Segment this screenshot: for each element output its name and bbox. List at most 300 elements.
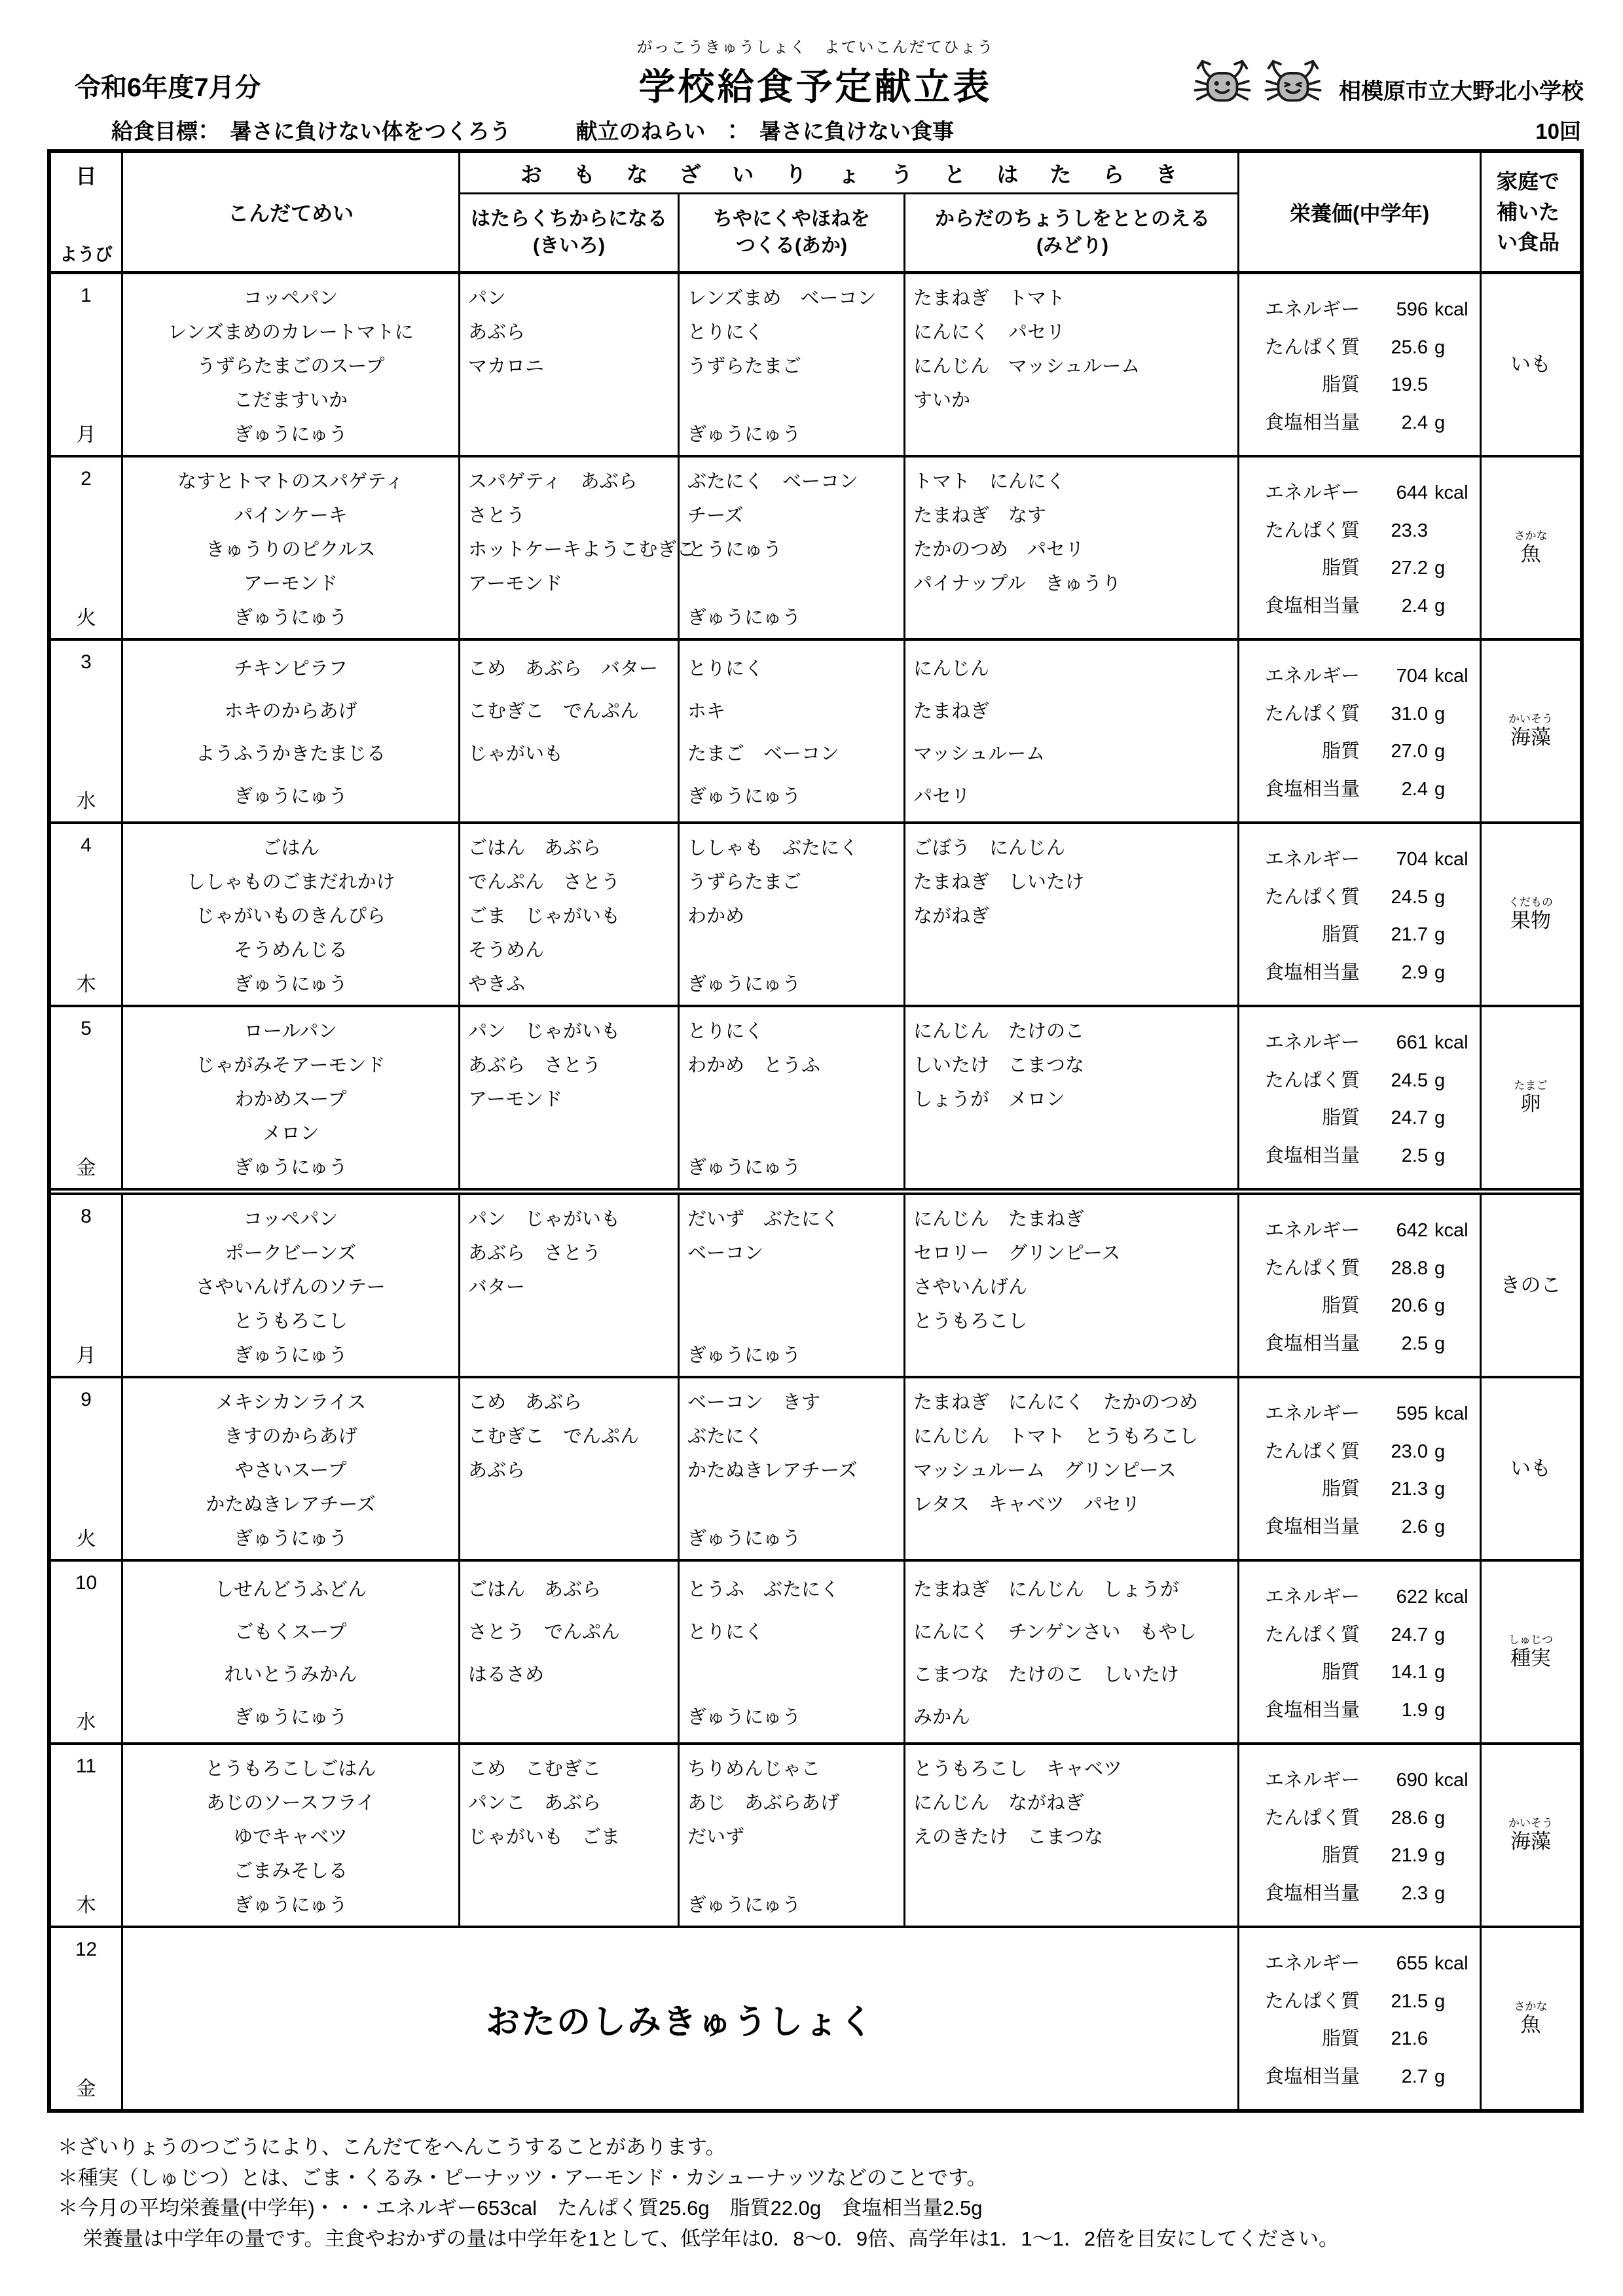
nutrition-line [1243,1765,1476,1792]
nutrition-value: 644 [1396,482,1428,503]
cell-line: ぎゅうにゅう [234,1894,348,1916]
title-block [637,34,994,111]
nutrition-line [1243,408,1476,435]
table-row [51,455,1580,638]
cell-line: やきふ [468,973,526,995]
nutrition-cell [1239,824,1482,1005]
weekday-label: 金 [76,2078,96,2100]
cell-line [680,565,903,599]
supplement-text: いも [1510,353,1551,376]
cell-line [680,931,903,965]
nutrition-unit: g [1434,1441,1446,1462]
nutrition-line [1243,553,1476,580]
supplement-cell [1482,1378,1580,1559]
nutrition-cell [1239,1562,1482,1742]
cell-line: やさいスープ [234,1460,347,1481]
nutrition-line [1243,958,1476,984]
cell-line: ぎゅうにゅう [687,786,801,807]
nutrition-unit: kcal [1434,1219,1468,1241]
cell-line [905,1886,1237,1920]
ingredient-yellow-cell [460,274,680,455]
supplement-text: 魚 [1520,542,1541,565]
header-menu: こんだてめい [123,153,460,271]
day-cell [51,457,123,638]
cell-line: パン じゃがいも [468,1020,621,1042]
cell-line [905,1336,1237,1371]
cell-line [680,1302,903,1336]
nutrition-value: 24.5 [1391,1069,1428,1091]
ingredient-yellow-cell [460,1562,680,1742]
header-nutrition: 栄養価(中学年) [1237,153,1482,271]
supplement-furigana: くだもの [1508,896,1553,909]
nutrition-value: 21.5 [1391,1990,1428,2012]
cell-line: にんじん たまねぎ [913,1208,1085,1230]
cell-line: とりにく [687,1622,764,1643]
cell-line: コッペパン [243,1208,338,1230]
nutrition-line [1243,1103,1476,1130]
nutrition-label: たんぱく質 [1264,1069,1360,1091]
cell-line: じゃがいも ごま [468,1826,621,1848]
cell-line: さとう でんぷん [468,1622,621,1643]
weekday-label: 木 [76,974,96,996]
page-title-furigana: がっこうきゅうしょく よていこんだてひょう [636,39,994,56]
cell-line: かたぬきレアチーズ [206,1494,376,1515]
cell-line: にんにく チンゲンさい もやし [913,1622,1197,1643]
nutrition-value: 690 [1396,1769,1428,1791]
cell-line: そうめんじる [233,939,348,961]
supplement-furigana: かいそう [1508,1817,1553,1830]
ingredient-yellow-cell [460,641,680,821]
nutrition-unit: kcal [1434,1586,1468,1607]
nutrition-unit: g [1434,336,1446,358]
nutrition-label: 食塩相当量 [1264,1700,1360,1721]
nutrition-label: 脂質 [1321,1107,1360,1129]
table-row [51,1926,1580,2109]
table-body [51,274,1580,2109]
nutrition-unit: g [1434,962,1446,984]
nutrition-line [1243,1028,1476,1054]
nutrition-line [1243,478,1476,505]
nutrition-unit: kcal [1434,848,1468,870]
cell-line: ぎゅうにゅう [687,1528,801,1549]
nutrition-unit: kcal [1434,1769,1468,1791]
nutrition-cell [1239,1195,1482,1376]
ingredient-green-cell [905,824,1239,1005]
nutrition-line [1243,295,1476,321]
nutrition-label: たんぱく質 [1264,1441,1360,1462]
nutrition-value: 661 [1396,1031,1428,1053]
cell-line: ぎゅうにゅう [687,1157,801,1178]
nutrition-label: エネルギー [1264,1769,1360,1791]
nutrition-line [1243,1399,1476,1426]
cell-line: にんじん [913,658,990,679]
cell-line: たまねぎ にんじん しょうが [913,1579,1180,1600]
nutrition-unit: g [1434,886,1446,908]
cell-line: あじ あぶらあげ [687,1792,840,1814]
cell-line: アーモンド [468,573,563,594]
nutrition-unit: g [1434,924,1446,946]
day-number: 3 [81,651,92,673]
cell-line: ポークビーンズ [225,1242,357,1264]
nutrition-value: 2.6 [1401,1516,1428,1538]
nutrition-line [1243,1948,1476,1975]
supplement-furigana: かいそう [1508,713,1553,726]
nutrition-unit: kcal [1434,482,1468,503]
cell-line: チーズ [687,505,744,526]
cell-line: とうもろこし [233,1310,348,1332]
cell-line: バター [468,1276,526,1298]
nutrition-label: 脂質 [1321,558,1360,579]
special-menu-text: おたのしみきゅうしょく [485,2003,875,2041]
nutrition-unit: g [1434,1069,1446,1091]
cell-line: パインケーキ [234,505,348,526]
ingredient-red-cell [680,1562,905,1742]
cell-line: トマト にんにく [913,471,1066,492]
nutrition-label: 食塩相当量 [1264,1883,1360,1905]
nutrition-value: 21.3 [1391,1479,1428,1500]
cell-line [460,1486,678,1520]
cell-line: ぎゅうにゅう [234,607,348,628]
nutrition-label: エネルギー [1264,1586,1360,1607]
ingredient-yellow-cell [460,1007,680,1188]
cell-line: たまねぎ トマト [913,287,1066,309]
cell-line: たまねぎ にんにく たかのつめ [913,1391,1199,1413]
ingredient-red-cell [680,1195,905,1376]
nutrition-line [1243,1329,1476,1355]
cell-line: とうもろこしごはん [205,1758,376,1780]
cell-line: ししゃも ぶたにく [687,837,859,859]
nutrition-line [1243,882,1476,909]
supplement-cell [1482,457,1580,638]
nutrition-line [1243,661,1476,688]
nutrition-value: 2.5 [1401,1145,1428,1167]
nutrition-unit: kcal [1434,1952,1468,1974]
ingredient-green-cell [905,1378,1239,1559]
nutrition-value: 24.5 [1391,886,1428,908]
nutrition-value: 21.6 [1391,2028,1428,2050]
cell-line: とりにく [687,321,764,343]
cell-line [680,1081,903,1115]
cell-line: さとう [468,505,526,526]
day-number: 2 [81,468,92,490]
nutrition-label: 脂質 [1321,374,1360,396]
menu-cell [123,1195,460,1376]
cell-line: ごはん あぶら [468,1579,602,1600]
nutrition-label: 食塩相当量 [1264,1145,1360,1167]
cell-line: パン [468,287,507,309]
cell-line: パン じゃがいも [468,1208,621,1230]
nutrition-label: 脂質 [1321,1845,1360,1867]
cell-line: メロン [262,1122,319,1144]
cell-line: わかめ [687,905,745,927]
nutrition-value: 2.5 [1401,1333,1428,1355]
cell-line: にんにく パセリ [913,321,1066,343]
weekday-label: 月 [76,1345,96,1367]
cell-line: さやいんげんのソテー [196,1276,386,1298]
ingredient-green-cell [905,457,1239,638]
nutrition-cell [1239,457,1482,638]
nutrition-label: 食塩相当量 [1264,1333,1360,1355]
nutrition-line [1243,1840,1476,1867]
day-cell [51,824,123,1005]
nutrition-label: 食塩相当量 [1264,2066,1360,2088]
nutrition-unit: g [1434,779,1446,800]
nutrition-line [1243,736,1476,763]
special-menu-cell [123,1928,1239,2109]
nutrition-line [1243,1657,1476,1684]
nutrition-unit: g [1434,741,1446,762]
cell-line: じゃがいものきんぴら [195,905,386,927]
cell-line: ぎゅうにゅう [234,786,348,807]
header-red [680,194,905,271]
nutrition-unit: g [1434,1845,1446,1867]
crab-illustration [1188,53,1327,109]
table-row [51,1559,1580,1742]
cell-line: ぎゅうにゅう [687,1894,801,1916]
nutrition-label: エネルギー [1264,1031,1360,1053]
day-number: 5 [81,1018,92,1039]
nutrition-value: 21.7 [1391,924,1428,946]
cell-line: じゃがみそアーモンド [196,1054,386,1076]
cell-line: メキシカンライス [215,1391,367,1413]
menu-cell [123,274,460,455]
cell-line: ぎゅうにゅう [687,1707,801,1728]
cell-line: ごまみそしる [233,1860,348,1882]
cell-line: こむぎこ でんぷん [468,1426,640,1447]
supplement-text: 種実 [1510,1646,1551,1670]
supplement-text: 海藻 [1510,725,1551,749]
nutrition-unit: g [1434,412,1446,434]
cell-line: ごはん [262,837,319,859]
day-number: 10 [75,1572,98,1594]
nutrition-line [1243,1437,1476,1463]
cell-line: アーモンド [243,573,338,594]
nutrition-label: 脂質 [1321,1479,1360,1500]
nutrition-line [1243,2024,1476,2051]
nutrition-value: 14.1 [1391,1662,1428,1683]
weekday-label: 月 [76,424,96,446]
nutrition-value: 596 [1396,298,1428,320]
nutrition-cell [1239,1378,1482,1559]
cell-line [460,599,678,633]
nutrition-unit: kcal [1434,1403,1468,1424]
header-supplement-text: 家庭で補いたい食品 [1497,170,1560,255]
nutrition-value: 2.7 [1401,2066,1428,2088]
cell-line: とうもろこし [913,1310,1028,1332]
cell-line [460,1149,678,1183]
cell-line: ぎゅうにゅう [234,423,348,445]
cell-line: ごま じゃがいも [468,905,621,927]
cell-line: ぎゅうにゅう [234,1528,348,1549]
cell-line: たまねぎ [913,701,990,722]
nutrition-unit: kcal [1434,665,1468,687]
nutrition-value: 622 [1396,1586,1428,1607]
nutrition-unit: g [1434,1662,1446,1683]
cell-line: とうにゅう [687,539,782,560]
cell-line: ちりめんじゃこ [687,1758,821,1780]
cell-line [460,416,678,450]
cell-line: パイナップル きゅうり [913,573,1122,594]
nutrition-value: 2.4 [1401,779,1428,800]
nutrition-label: 脂質 [1321,741,1360,762]
cell-line: ごもくスープ [234,1622,347,1643]
day-number: 4 [81,834,92,856]
cell-line: たまご ベーコン [687,744,840,764]
header-day-top: 日 [75,164,97,188]
menu-table [47,149,1584,2113]
day-cell [51,1745,123,1926]
day-cell [51,1007,123,1188]
weekday-label: 水 [76,1712,96,1733]
goal-row [0,113,1623,149]
table-row [51,274,1580,455]
nutrition-unit: g [1434,2066,1446,2088]
weekday-label: 木 [76,1895,96,1916]
cell-line [905,599,1237,633]
nutrition-line [1243,516,1476,543]
nutrition-line [1243,1215,1476,1242]
ingredient-yellow-cell [460,1745,680,1926]
nutrition-label: 食塩相当量 [1264,596,1360,617]
nutrition-value: 2.3 [1401,1883,1428,1905]
cell-line: あぶら [468,321,526,343]
supplement-cell [1482,1562,1580,1742]
nutrition-cell [1239,641,1482,821]
nutrition-value: 27.2 [1391,558,1428,579]
supplement-text: 海藻 [1510,1829,1551,1853]
crab-icon [1188,53,1256,109]
nutrition-cell [1239,1745,1482,1926]
nutrition-value: 2.9 [1401,962,1428,984]
ingredient-green-cell [905,1745,1239,1926]
table-row [51,821,1580,1005]
nutrition-line [1243,591,1476,618]
nutrition-value: 19.5 [1391,374,1428,396]
nutrition-unit: g [1434,1624,1446,1645]
header-day-bottom: ようび [60,245,113,264]
day-cell [51,1378,123,1559]
nutrition-value: 2.4 [1401,596,1428,617]
header-yellow [460,194,680,271]
cell-line [460,1695,678,1737]
day-cell [51,1928,123,2109]
ingredient-green-cell [905,641,1239,821]
cell-line: わかめ とうふ [687,1054,821,1076]
cell-line: とうもろこし キャベツ [913,1758,1123,1780]
cell-line: マッシュルーム グリンピース [913,1460,1176,1481]
cell-line: スパゲティ あぶら [468,471,638,492]
nutrition-unit: g [1434,1990,1446,2012]
nutrition-value: 595 [1396,1403,1428,1424]
nutrition-line [1243,1291,1476,1318]
nutrition-unit: g [1434,1700,1446,1721]
menu-cell [123,641,460,821]
nutrition-unit: g [1434,1516,1446,1538]
nutrition-label: たんぱく質 [1264,336,1360,358]
cell-line: とりにく [687,1020,764,1042]
cell-line [905,965,1237,999]
nutrition-value: 23.3 [1391,520,1428,541]
supplement-text: きのこ [1500,1274,1561,1297]
header-green-line1: からだのちょうしをととのえる [935,208,1210,230]
cell-line: みかん [913,1707,971,1728]
note-line: 栄養量は中学年の量です。主食やおかずの量は中学年を1として、低学年は0．8～0．9倍、高学年は1．1～1．2倍を目安にしてください。 [82,2227,1340,2250]
nutrition-unit: g [1434,1807,1446,1829]
cell-line: かたぬきレアチーズ [687,1460,858,1481]
cell-line: コッペパン [243,287,338,309]
table-row [51,1005,1580,1188]
nutrition-label: エネルギー [1264,665,1360,687]
cell-line [680,1268,903,1302]
table-row [51,1376,1580,1559]
cell-line: だいず [687,1826,745,1848]
nutrition-line [1243,1141,1476,1168]
cell-line: パンこ あぶら [468,1792,602,1814]
supplement-furigana: さかな [1514,529,1548,543]
nutrition-line [1243,1582,1476,1609]
menu-cell [123,824,460,1005]
nutrition-value: 704 [1396,665,1428,687]
day-number: 11 [75,1755,97,1777]
cell-line [680,1652,903,1695]
cell-line: とりにく [687,658,764,679]
cell-line: なすとトマトのスパゲティ [177,471,404,492]
nutrition-label: エネルギー [1264,1403,1360,1424]
nutrition-label: 食塩相当量 [1264,779,1360,800]
day-number: 8 [81,1206,92,1227]
nutrition-unit: g [1434,1145,1446,1167]
nutrition-line [1243,2062,1476,2089]
ingredient-red-cell [680,457,905,638]
cell-line: ぎゅうにゅう [687,1344,801,1366]
note-line: ＊ざいりょうのつごうにより、こんだてをへんこうすることがあります。 [58,2136,726,2159]
cell-line: アーモンド [468,1088,563,1110]
table-row [51,1742,1580,1926]
nutrition-line [1243,1878,1476,1905]
cell-line: そうめん [468,939,545,961]
nutrition-cell [1239,274,1482,455]
header-yellow-line2: (きいろ) [533,234,605,257]
nutrition-value: 25.6 [1391,336,1428,358]
nutrition-unit: g [1434,1883,1446,1905]
nutrition-line [1243,1695,1476,1722]
cell-line: たまねぎ しいたけ [913,871,1085,893]
supplement-text: 魚 [1520,2013,1541,2036]
ingredient-green-cell [905,274,1239,455]
cell-line: ベーコン [687,1242,764,1264]
ingredient-red-cell [680,274,905,455]
cell-line [680,1486,903,1520]
nutrition-line [1243,774,1476,801]
cell-line: ホットケーキようこむぎこ [468,539,696,560]
nutrition-label: 食塩相当量 [1264,1516,1360,1538]
weekday-label: 火 [76,607,96,629]
cell-line [460,1302,678,1336]
cell-line: じゃがいも [468,744,564,764]
nutrition-value: 24.7 [1391,1624,1428,1645]
nutrition-label: 食塩相当量 [1264,412,1360,434]
cell-line: にんじん マッシュルーム [913,355,1140,377]
cell-line [460,1886,678,1920]
table-row [51,638,1580,821]
cell-line: きゅうりのピクルス [206,539,376,560]
cell-line: ごぼう にんじん [913,837,1066,859]
supplement-furigana: しゅじつ [1508,1634,1553,1647]
cell-line [905,1149,1237,1183]
nutrition-line [1243,370,1476,397]
note-line: ＊種実（しゅじつ）とは、ごま・くるみ・ピーナッツ・アーモンド・カシューナッツなどのことです。 [58,2166,987,2189]
nutrition-value: 28.8 [1391,1257,1428,1279]
